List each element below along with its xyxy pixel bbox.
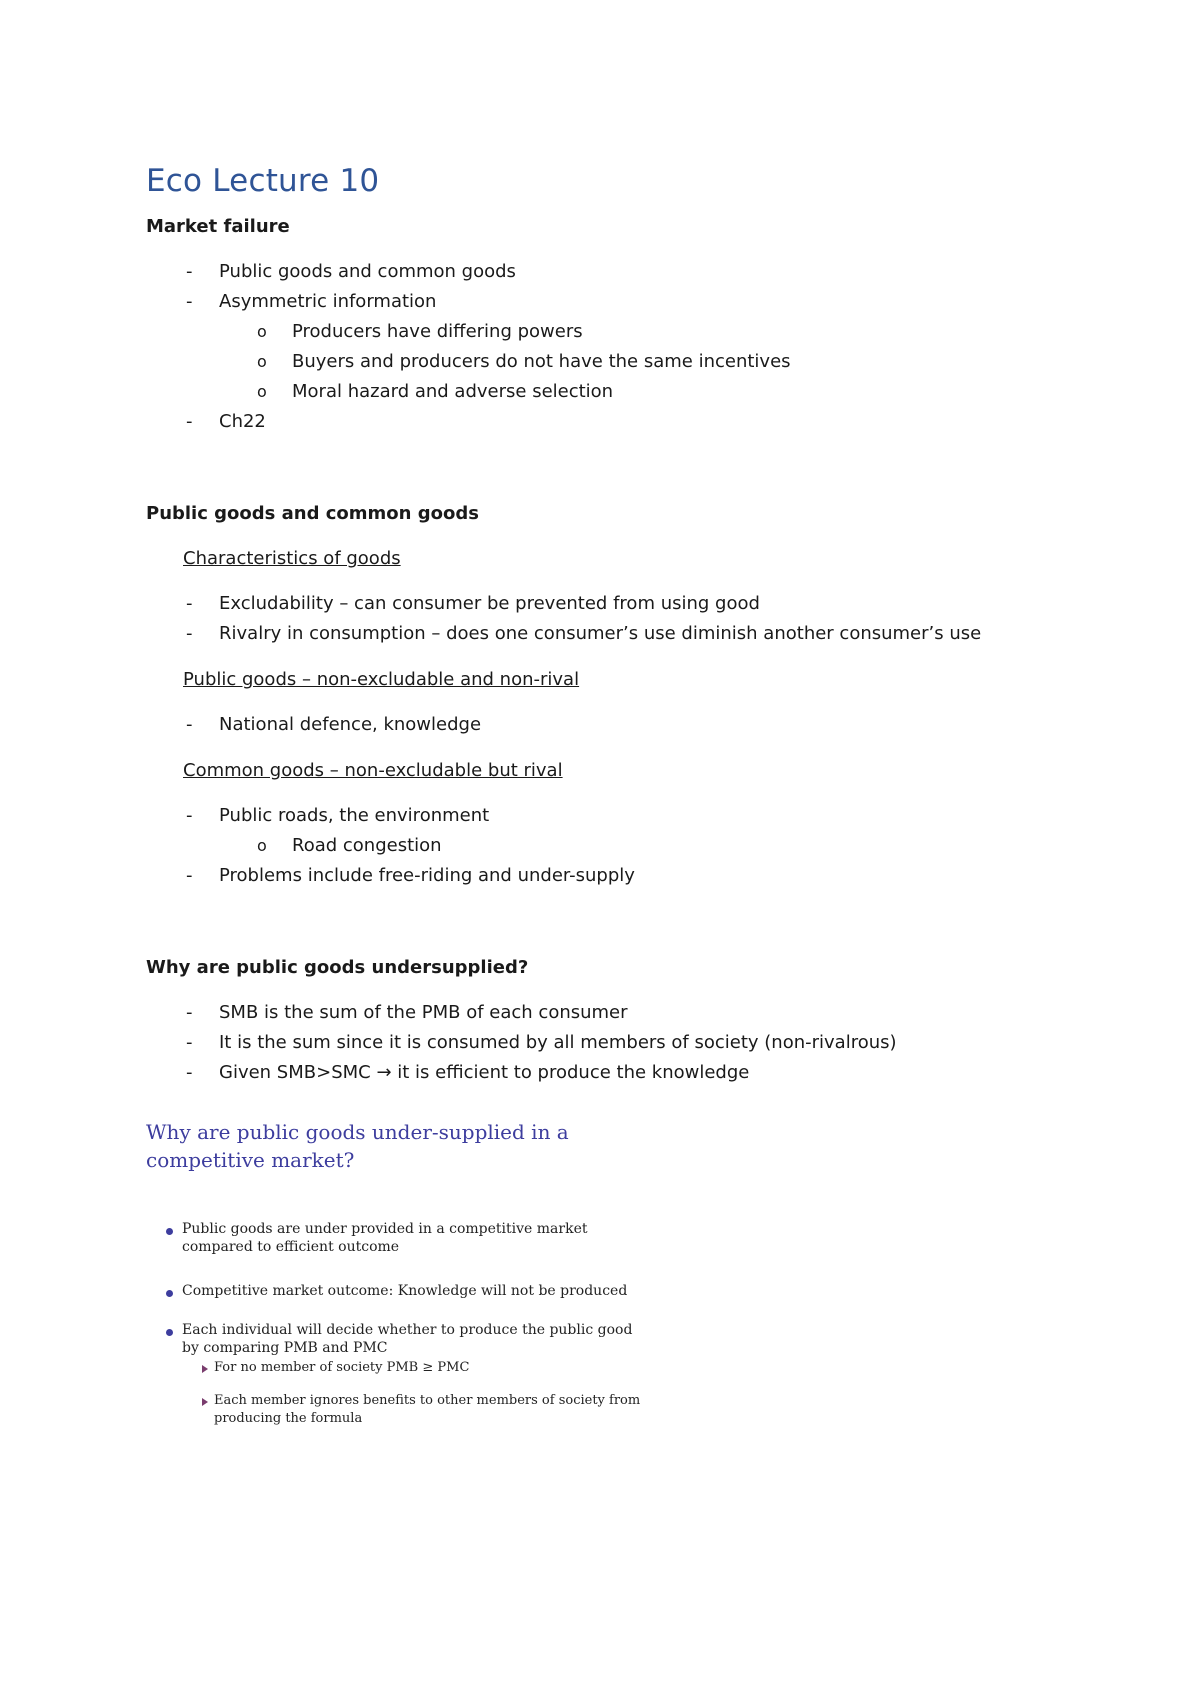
list-sub-item: Producers have differing powers — [292, 321, 583, 342]
list-dash: - — [186, 1062, 193, 1083]
slide-bullet-text: Public goods are under provided in a competitive market — [182, 1221, 588, 1237]
list-item: Excludability – can consumer be prevented from using good — [219, 593, 760, 614]
heading-market-failure: Market failure — [146, 216, 290, 237]
subheading-public-goods: Public goods – non-excludable and non-rival — [183, 669, 580, 690]
list-dash: - — [186, 261, 193, 282]
list-circle-bullet: o — [257, 382, 267, 401]
list-circle-bullet: o — [257, 836, 267, 855]
document-title: Eco Lecture 10 — [146, 163, 380, 199]
list-dash: - — [186, 1002, 193, 1023]
subheading-common-goods: Common goods – non-excludable but rival — [183, 760, 563, 781]
list-item: SMB is the sum of the PMB of each consumer — [219, 1002, 628, 1023]
slide-bullet-dot — [166, 1290, 173, 1297]
embedded-slide-image — [146, 1118, 706, 1438]
slide-sub-bullet-arrow — [202, 1398, 208, 1406]
list-sub-item: Buyers and producers do not have the same incentives — [292, 351, 791, 372]
slide-bullet-dot — [166, 1228, 173, 1235]
slide-bullet-text: compared to efficient outcome — [182, 1239, 400, 1255]
slide-sub-bullet-arrow — [202, 1365, 208, 1373]
slide-bullet-dot — [166, 1329, 173, 1336]
list-item: Asymmetric information — [219, 291, 437, 312]
list-item: Public goods and common goods — [219, 261, 516, 282]
list-dash: - — [186, 805, 193, 826]
heading-why-undersupplied: Why are public goods undersupplied? — [146, 957, 529, 978]
slide-bullet-text: by comparing PMB and PMC — [182, 1340, 388, 1356]
list-item: Rivalry in consumption – does one consumer’s use diminish another consumer’s use — [219, 623, 982, 644]
list-sub-item: Moral hazard and adverse selection — [292, 381, 614, 402]
list-dash: - — [186, 411, 193, 432]
list-item: Public roads, the environment — [219, 805, 490, 826]
slide-title-line: Why are public goods under-supplied in a — [146, 1120, 569, 1144]
list-dash: - — [186, 865, 193, 886]
list-dash: - — [186, 1032, 193, 1053]
list-item: Given SMB>SMC → it is efficient to produce the knowledge — [219, 1062, 750, 1083]
list-item: It is the sum since it is consumed by all members of society (non-rivalrous) — [219, 1032, 897, 1053]
list-circle-bullet: o — [257, 352, 267, 371]
slide-sub-bullet-text: For no member of society PMB ≥ PMC — [214, 1360, 470, 1375]
list-item: National defence, knowledge — [219, 714, 482, 735]
list-dash: - — [186, 623, 193, 644]
list-dash: - — [186, 593, 193, 614]
slide-sub-bullet-text: producing the formula — [214, 1411, 363, 1426]
list-dash: - — [186, 291, 193, 312]
list-circle-bullet: o — [257, 322, 267, 341]
list-sub-item: Road congestion — [292, 835, 442, 856]
slide-sub-bullet-text: Each member ignores benefits to other members of society from — [214, 1393, 641, 1408]
slide-bullet-text: Competitive market outcome: Knowledge will not be produced — [182, 1283, 628, 1299]
subheading-characteristics: Characteristics of goods — [183, 548, 401, 569]
list-item: Problems include free-riding and under-supply — [219, 865, 635, 886]
list-item: Ch22 — [219, 411, 266, 432]
list-dash: - — [186, 714, 193, 735]
heading-public-common-goods: Public goods and common goods — [146, 503, 479, 524]
slide-title-line: competitive market? — [146, 1148, 355, 1172]
slide-title — [146, 1118, 706, 1174]
slide-bullet-text: Each individual will decide whether to produce the public good — [182, 1322, 633, 1338]
